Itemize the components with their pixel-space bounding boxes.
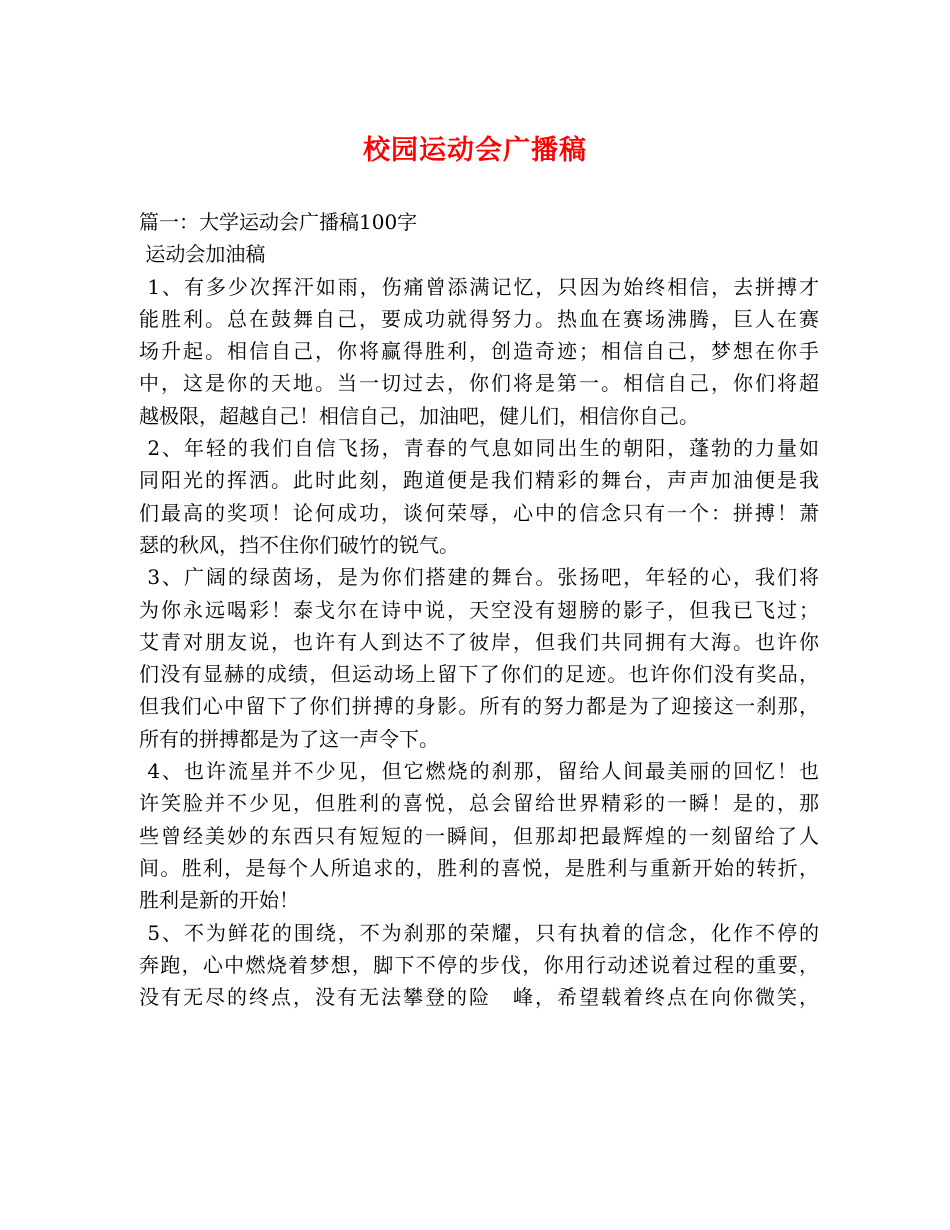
document-body xyxy=(139,206,819,1013)
text-line: 能胜利。总在鼓舞自己，要成功就得努力。热血在赛场沸腾，巨人在赛 xyxy=(139,306,819,331)
text-line: 场升起。相信自己，你将赢得胜利，创造奇迹；相信自己，梦想在你手 xyxy=(139,339,819,364)
text-line: 没有无尽的终点，没有无法攀登的险 峰，希望载着终点在向你微笑， xyxy=(139,985,819,1010)
text-line: 们最高的奖项！论何成功，谈何荣辱，心中的信念只有一个：拼搏！萧 xyxy=(139,500,819,525)
document-title: 校园运动会广播稿 xyxy=(363,135,587,166)
text-line: 间。胜利，是每个人所追求的，胜利的喜悦，是胜利与重新开始的转折， xyxy=(139,855,819,880)
text-line: 2、年轻的我们自信飞扬，青春的气息如同出生的朝阳，蓬勃的力量如 xyxy=(139,436,819,461)
text-line: 许笑脸并不少见，但胜利的喜悦，总会留给世界精彩的一瞬！是的，那 xyxy=(139,791,819,816)
text-line: 但我们心中留下了你们拼搏的身影。所有的努力都是为了迎接这一刹那， xyxy=(139,694,819,719)
text-line: 同阳光的挥洒。此时此刻，跑道便是我们精彩的舞台，声声加油便是我 xyxy=(139,468,819,493)
text-line: 所有的拼搏都是为了这一声令下。 xyxy=(139,726,439,751)
text-line: 中，这是你的天地。当一切过去，你们将是第一。相信自己，你们将超 xyxy=(139,371,819,396)
text-line: 5、不为鲜花的围绕，不为刹那的荣耀，只有执着的信念，化作不停的 xyxy=(139,920,819,945)
text-line: 为你永远喝彩！泰戈尔在诗中说，天空没有翅膀的影子，但我已飞过； xyxy=(139,597,819,622)
text-line: 越极限，超越自己！相信自己，加油吧，健儿们，相信你自己。 xyxy=(139,403,699,428)
text-line: 3、广阔的绿茵场，是为你们搭建的舞台。张扬吧，年轻的心，我们将 xyxy=(139,565,819,590)
text-line: 奔跑，心中燃烧着梦想，脚下不停的步伐，你用行动述说着过程的重要， xyxy=(139,952,819,977)
text-line: 篇一：大学运动会广播稿100字 xyxy=(139,210,418,234)
text-line: 些曾经美妙的东西只有短短的一瞬间，但那却把最辉煌的一刻留给了人 xyxy=(139,823,819,848)
text-line: 艾青对朋友说，也许有人到达不了彼岸，但我们共同拥有大海。也许你 xyxy=(139,629,819,654)
text-line: 瑟的秋风，挡不住你们破竹的锐气。 xyxy=(139,532,459,557)
text-line: 胜利是新的开始！ xyxy=(139,888,299,913)
text-line: 运动会加油稿 xyxy=(139,242,266,267)
text-line: 4、也许流星并不少见，但它燃烧的刹那，留给人间最美丽的回忆！也 xyxy=(139,759,819,784)
text-line: 1、有多少次挥汗如雨，伤痛曾添满记忆，只因为始终相信，去拼搏才 xyxy=(139,274,819,299)
text-line: 们没有显赫的成绩，但运动场上留下了你们的足迹。也许你们没有奖品， xyxy=(139,662,819,687)
